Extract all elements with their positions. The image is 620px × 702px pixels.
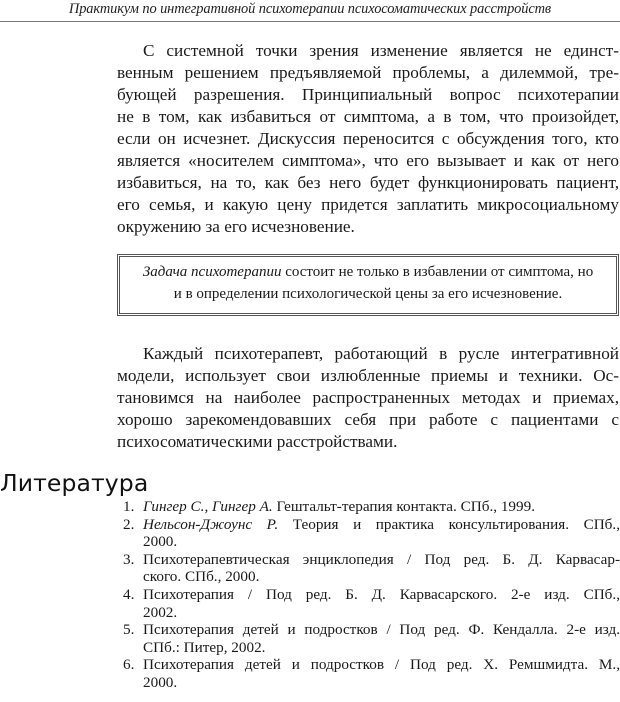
reference-number: 3.: [123, 550, 135, 568]
paragraph-line: избавиться, на то, как без него будет функционировать пациент,: [117, 173, 619, 192]
header-rule: [0, 21, 620, 22]
paragraph-line: психосоматическими расстройствами.: [117, 432, 398, 451]
reference-line: ского. СПб., 2000.: [143, 568, 260, 586]
reference-line: Психотерапевтическая энциклопедия / Под ред. Б. Д. Карвасар-: [143, 550, 620, 568]
reference-number: 6.: [123, 656, 135, 674]
paragraph-line: модели, использует свои излюбленные приемы и техники. Ос-: [117, 366, 619, 385]
running-title: Практикум по интегративной психотерапии психосоматических расстройств: [68, 1, 552, 17]
reference-number: 1.: [123, 498, 135, 515]
callout-line-2: и в определении психологической цены за его исчезновение.: [173, 286, 563, 302]
reference-line: Психотерапия детей и подростков / Под ред. Ф. Кендалла. 2-е изд.: [143, 621, 620, 639]
reference-item: [123, 586, 620, 621]
reference-item: [123, 621, 620, 656]
paragraph-line: его семья, и какую цену придется заплатить микросоциальному: [117, 195, 619, 214]
paragraph-line: не в том, как избавиться от симптома, а в том, что произойдет,: [117, 107, 619, 126]
reference-text: Гештальт-терапия контакта. СПб., 1999.: [272, 498, 536, 515]
callout-line-1: [130, 261, 606, 283]
reference-line: 2002.: [143, 603, 178, 621]
reference-item: [123, 656, 620, 691]
references-heading: Литература: [0, 469, 149, 497]
reference-line: [143, 516, 620, 534]
reference-line: Психотерапия детей и подростков / Под ред. Х. Ремшмидта. М.,: [143, 656, 620, 674]
running-header: [0, 0, 620, 22]
references-list: [123, 498, 620, 692]
paragraph-line: Каждый психотерапевт, работающий в русле интегративной: [143, 344, 619, 363]
reference-author: Нельсон-Джоунс Р.: [143, 515, 279, 533]
paragraph-line: С системной точки зрения изменение является не единст-: [143, 41, 619, 60]
reference-line: 2000.: [143, 673, 178, 691]
paragraph-line: является «носителем симптома», что его вызывает и как от него: [117, 151, 619, 170]
paragraph-systemic-view: [117, 40, 619, 238]
callout-line-1-rest: состоит не только в избавлении от симптома, но: [281, 264, 594, 280]
paragraph-line: хорошо зарекомендовавших себя при работе с пациентами с: [117, 410, 619, 429]
paragraph-line: бующей разрешения. Принципиальный вопрос психотерапии: [117, 85, 619, 104]
reference-number: 5.: [123, 621, 135, 639]
paragraph-techniques: [117, 343, 619, 453]
reference-item: [123, 516, 620, 551]
reference-number: 2.: [123, 515, 135, 533]
callout-box: [117, 254, 619, 316]
reference-line: [143, 498, 620, 516]
reference-item: [123, 498, 620, 516]
reference-number: 4.: [123, 585, 135, 603]
reference-line: 2000.: [143, 533, 178, 551]
paragraph-line: окружению за его исчезновение.: [117, 217, 355, 236]
paragraph-line: тановимся на наиболее распространенных методах и приемах,: [117, 388, 619, 407]
reference-text: Теория и практика консультирования. СПб.,: [278, 515, 620, 533]
reference-line: СПб.: Питер, 2002.: [143, 638, 266, 656]
callout-emphasis: Задача психотерапии: [142, 264, 282, 280]
reference-line: Психотерапия / Под ред. Б. Д. Карвасарского. 2-е изд. СПб.,: [143, 585, 620, 603]
paragraph-line: если он исчезнет. Дискуссия переносится с обсуждения того, кто: [117, 129, 619, 148]
reference-item: [123, 551, 620, 586]
paragraph-line: венным решением предъявляемой проблемы, а дилеммой, тре-: [117, 63, 619, 82]
reference-author: Гингер С., Гингер А.: [143, 498, 273, 515]
